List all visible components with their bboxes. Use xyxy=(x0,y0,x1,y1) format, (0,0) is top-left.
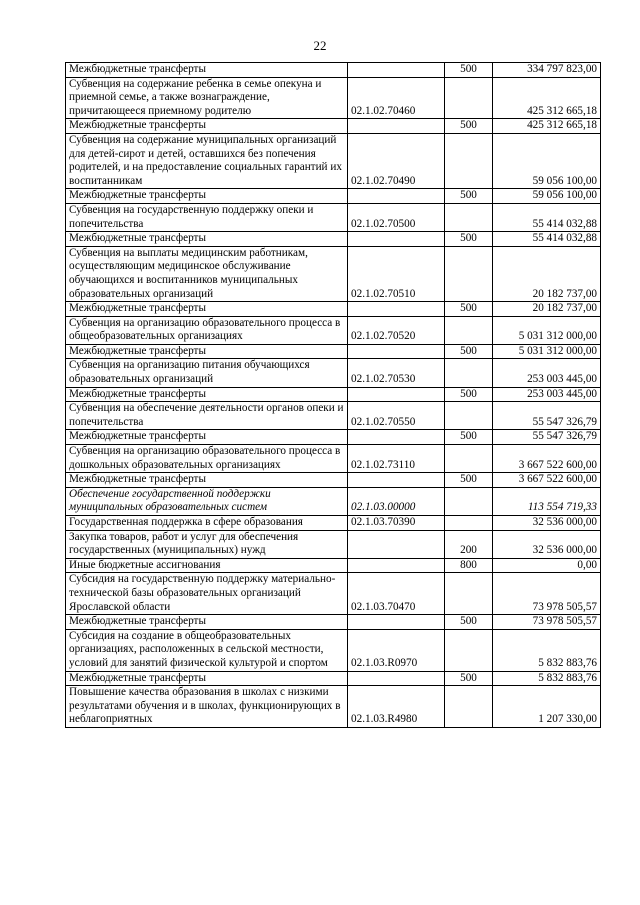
row-code-cell xyxy=(348,119,445,134)
row-amount-cell: 253 003 445,00 xyxy=(493,387,601,402)
row-amount-cell: 253 003 445,00 xyxy=(493,359,601,387)
table-row xyxy=(66,246,601,301)
row-name-cell: Межбюджетные трансферты xyxy=(66,302,348,317)
row-name-cell: Межбюджетные трансферты xyxy=(66,473,348,488)
row-name-cell: Закупка товаров, работ и услуг для обеспечения государственных (муниципальных) нужд xyxy=(66,530,348,558)
row-amount-cell: 3 667 522 600,00 xyxy=(493,445,601,473)
row-type-cell xyxy=(445,246,493,301)
table-row xyxy=(66,316,601,344)
row-type-cell: 200 xyxy=(445,530,493,558)
row-name-cell: Субвенция на государственную поддержку опеки и попечительства xyxy=(66,203,348,231)
row-type-cell xyxy=(445,487,493,515)
row-type-cell: 500 xyxy=(445,387,493,402)
row-code-cell: 02.1.02.70530 xyxy=(348,359,445,387)
row-code-cell: 02.1.03.00000 xyxy=(348,487,445,515)
table-row xyxy=(66,629,601,671)
row-amount-cell: 73 978 505,57 xyxy=(493,615,601,630)
row-code-cell xyxy=(348,530,445,558)
row-type-cell xyxy=(445,445,493,473)
table-row xyxy=(66,430,601,445)
row-name-cell: Межбюджетные трансферты xyxy=(66,671,348,686)
row-type-cell: 500 xyxy=(445,119,493,134)
row-name-cell: Межбюджетные трансферты xyxy=(66,344,348,359)
row-code-cell: 02.1.02.70460 xyxy=(348,77,445,119)
row-code-cell: 02.1.02.73110 xyxy=(348,445,445,473)
row-name-cell: Обеспечение государственной поддержки муниципальных образовательных систем xyxy=(66,487,348,515)
row-amount-cell: 0,00 xyxy=(493,558,601,573)
row-name-cell: Межбюджетные трансферты xyxy=(66,615,348,630)
table-row xyxy=(66,359,601,387)
row-name-cell: Иные бюджетные ассигнования xyxy=(66,558,348,573)
row-code-cell xyxy=(348,387,445,402)
row-name-cell: Межбюджетные трансферты xyxy=(66,430,348,445)
row-code-cell xyxy=(348,302,445,317)
row-name-cell: Субвенция на организацию образовательного процесса в общеобразовательных организациях xyxy=(66,316,348,344)
row-type-cell: 500 xyxy=(445,615,493,630)
row-amount-cell: 20 182 737,00 xyxy=(493,302,601,317)
table-row xyxy=(66,119,601,134)
row-type-cell xyxy=(445,316,493,344)
table-row xyxy=(66,344,601,359)
row-type-cell: 500 xyxy=(445,302,493,317)
table-row xyxy=(66,558,601,573)
row-code-cell xyxy=(348,473,445,488)
row-amount-cell: 5 031 312 000,00 xyxy=(493,344,601,359)
table-row xyxy=(66,302,601,317)
row-code-cell: 02.1.03.70470 xyxy=(348,573,445,615)
row-type-cell xyxy=(445,629,493,671)
budget-table-body xyxy=(66,63,601,728)
row-code-cell: 02.1.02.70500 xyxy=(348,203,445,231)
row-amount-cell: 55 414 032,88 xyxy=(493,232,601,247)
row-name-cell: Межбюджетные трансферты xyxy=(66,119,348,134)
row-code-cell xyxy=(348,344,445,359)
row-name-cell: Субсидия на создание в общеобразовательных организациях, расположенных в сельской местности, условий для занятий физической культурой и спортом xyxy=(66,629,348,671)
row-type-cell xyxy=(445,359,493,387)
row-amount-cell: 5 031 312 000,00 xyxy=(493,316,601,344)
row-amount-cell: 3 667 522 600,00 xyxy=(493,473,601,488)
row-type-cell: 800 xyxy=(445,558,493,573)
table-row xyxy=(66,387,601,402)
row-type-cell xyxy=(445,686,493,728)
table-row xyxy=(66,77,601,119)
row-code-cell xyxy=(348,63,445,78)
table-row xyxy=(66,232,601,247)
row-type-cell: 500 xyxy=(445,189,493,204)
row-type-cell: 500 xyxy=(445,344,493,359)
table-row xyxy=(66,63,601,78)
table-row xyxy=(66,615,601,630)
table-row xyxy=(66,573,601,615)
row-amount-cell: 5 832 883,76 xyxy=(493,629,601,671)
row-amount-cell: 425 312 665,18 xyxy=(493,119,601,134)
page-number: 22 xyxy=(313,38,327,53)
table-row xyxy=(66,487,601,515)
row-type-cell: 500 xyxy=(445,63,493,78)
row-name-cell: Субвенция на содержание ребенка в семье опекуна и приемной семье, а также вознаграждение, причитающееся приемному родителю xyxy=(66,77,348,119)
row-type-cell xyxy=(445,402,493,430)
table-row xyxy=(66,445,601,473)
row-name-cell: Межбюджетные трансферты xyxy=(66,63,348,78)
table-row xyxy=(66,516,601,531)
table-row xyxy=(66,671,601,686)
table-row xyxy=(66,530,601,558)
row-name-cell: Субвенция на выплаты медицинским работникам, осуществляющим медицинское обслуживание обучающихся и воспитанников муниципальных образовательных организаций xyxy=(66,246,348,301)
row-code-cell: 02.1.03.70390 xyxy=(348,516,445,531)
row-code-cell xyxy=(348,671,445,686)
row-code-cell: 02.1.02.70490 xyxy=(348,133,445,188)
row-code-cell: 02.1.03.R0970 xyxy=(348,629,445,671)
row-type-cell: 500 xyxy=(445,430,493,445)
row-type-cell xyxy=(445,203,493,231)
row-amount-cell: 1 207 330,00 xyxy=(493,686,601,728)
row-name-cell: Субвенция на содержание муниципальных организаций для детей-сирот и детей, оставшихся без попечения родителей, и на предоставление социальных гарантий их воспитанникам xyxy=(66,133,348,188)
table-row xyxy=(66,189,601,204)
row-amount-cell: 32 536 000,00 xyxy=(493,516,601,531)
row-code-cell: 02.1.02.70510 xyxy=(348,246,445,301)
row-code-cell xyxy=(348,615,445,630)
row-name-cell: Субвенция на организацию образовательного процесса в дошкольных образовательных организациях xyxy=(66,445,348,473)
row-amount-cell: 20 182 737,00 xyxy=(493,246,601,301)
row-amount-cell: 73 978 505,57 xyxy=(493,573,601,615)
row-code-cell xyxy=(348,430,445,445)
row-name-cell: Межбюджетные трансферты xyxy=(66,232,348,247)
row-name-cell: Субвенция на обеспечение деятельности органов опеки и попечительства xyxy=(66,402,348,430)
row-amount-cell: 334 797 823,00 xyxy=(493,63,601,78)
budget-table xyxy=(65,62,601,728)
row-type-cell: 500 xyxy=(445,473,493,488)
row-amount-cell: 59 056 100,00 xyxy=(493,189,601,204)
table-row xyxy=(66,133,601,188)
row-name-cell: Повышение качества образования в школах с низкими результатами обучения и в школах, функционирующих в неблагоприятных xyxy=(66,686,348,728)
row-amount-cell: 55 547 326,79 xyxy=(493,402,601,430)
row-name-cell: Межбюджетные трансферты xyxy=(66,387,348,402)
row-amount-cell: 59 056 100,00 xyxy=(493,133,601,188)
row-code-cell: 02.1.02.70550 xyxy=(348,402,445,430)
row-code-cell xyxy=(348,232,445,247)
row-name-cell: Субвенция на организацию питания обучающихся образовательных организаций xyxy=(66,359,348,387)
row-type-cell: 500 xyxy=(445,671,493,686)
row-code-cell xyxy=(348,558,445,573)
row-amount-cell: 55 547 326,79 xyxy=(493,430,601,445)
row-name-cell: Государственная поддержка в сфере образования xyxy=(66,516,348,531)
row-amount-cell: 32 536 000,00 xyxy=(493,530,601,558)
row-amount-cell: 425 312 665,18 xyxy=(493,77,601,119)
row-code-cell xyxy=(348,189,445,204)
table-row xyxy=(66,203,601,231)
row-name-cell: Межбюджетные трансферты xyxy=(66,189,348,204)
row-amount-cell: 113 554 719,33 xyxy=(493,487,601,515)
table-row xyxy=(66,473,601,488)
row-amount-cell: 5 832 883,76 xyxy=(493,671,601,686)
row-code-cell: 02.1.03.R4980 xyxy=(348,686,445,728)
row-type-cell xyxy=(445,573,493,615)
row-type-cell xyxy=(445,77,493,119)
row-amount-cell: 55 414 032,88 xyxy=(493,203,601,231)
row-type-cell: 500 xyxy=(445,232,493,247)
table-row xyxy=(66,402,601,430)
table-row xyxy=(66,686,601,728)
row-code-cell: 02.1.02.70520 xyxy=(348,316,445,344)
row-name-cell: Субсидия на государственную поддержку материально-технической базы образовательных организаций Ярославской области xyxy=(66,573,348,615)
row-type-cell xyxy=(445,133,493,188)
row-type-cell xyxy=(445,516,493,531)
